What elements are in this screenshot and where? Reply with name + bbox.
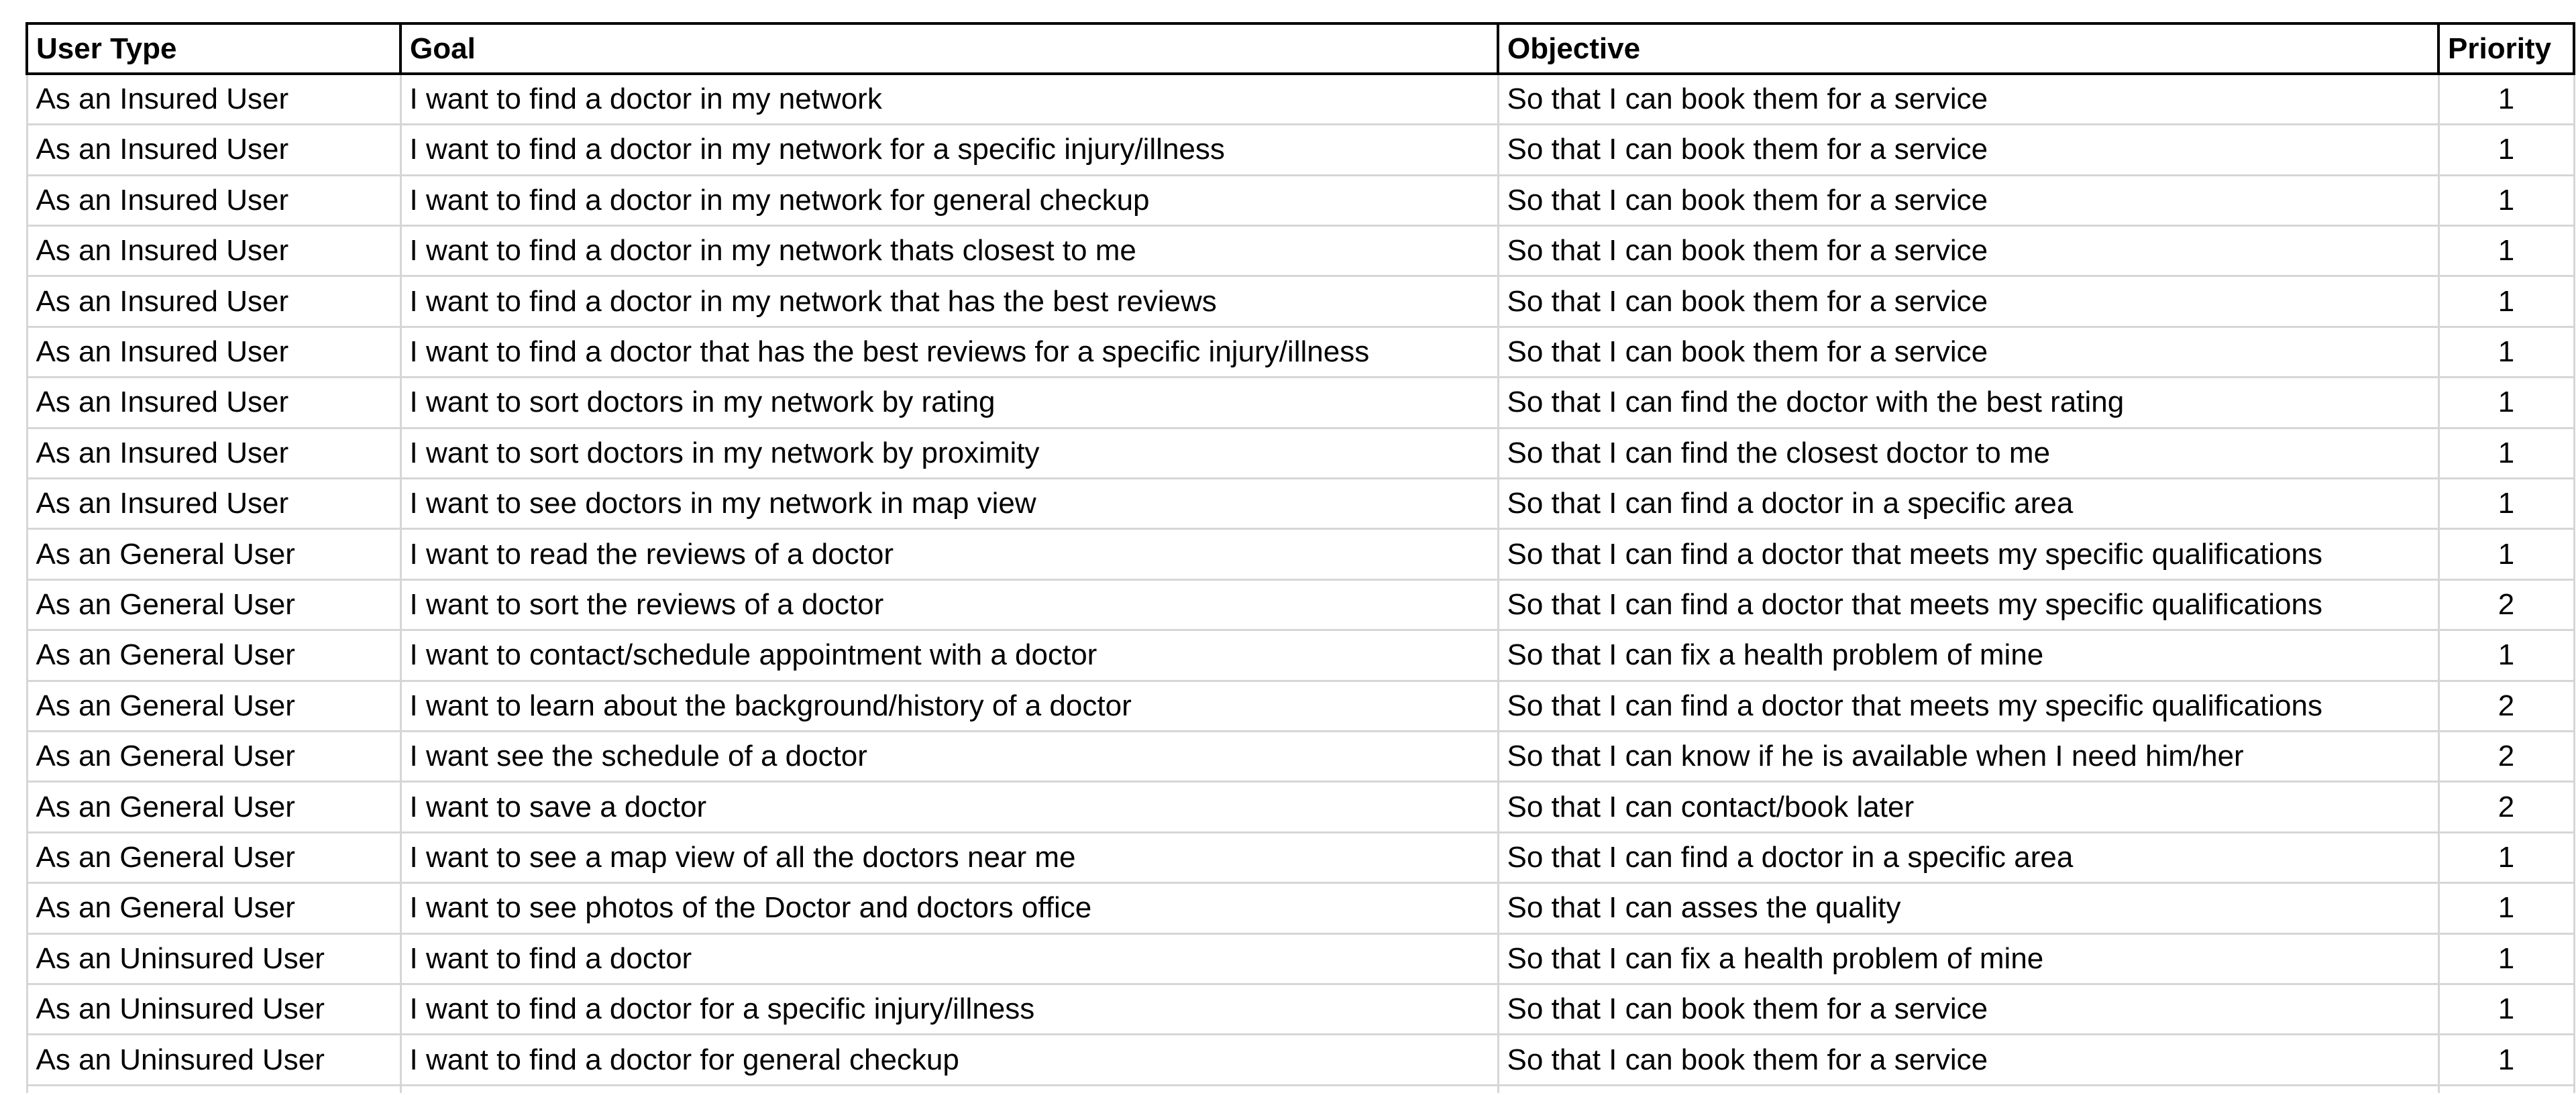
table-row bbox=[27, 529, 2574, 579]
cell-goal[interactable]: I want see the schedule of a doctor bbox=[400, 731, 1498, 781]
table-row bbox=[27, 276, 2574, 327]
column-header-objective: Objective bbox=[1498, 23, 2438, 74]
cell-user-type[interactable]: As an General User bbox=[27, 681, 400, 731]
cell-priority[interactable]: 2 bbox=[2438, 731, 2574, 781]
cell-goal[interactable]: I want to save a doctor bbox=[400, 782, 1498, 832]
table-row bbox=[27, 428, 2574, 478]
table-row bbox=[27, 933, 2574, 984]
cell-priority[interactable]: 1 bbox=[2438, 479, 2574, 529]
cell-empty[interactable] bbox=[27, 1085, 400, 1093]
cell-user-type[interactable]: As an General User bbox=[27, 630, 400, 681]
cell-priority[interactable]: 1 bbox=[2438, 428, 2574, 478]
cell-user-type[interactable]: As an Uninsured User bbox=[27, 1035, 400, 1085]
cell-priority[interactable]: 1 bbox=[2438, 883, 2574, 933]
cell-priority[interactable]: 1 bbox=[2438, 175, 2574, 225]
cell-priority[interactable]: 2 bbox=[2438, 579, 2574, 630]
cell-priority[interactable]: 2 bbox=[2438, 681, 2574, 731]
cell-objective[interactable]: So that I can find a doctor that meets my specific qualifications bbox=[1498, 579, 2438, 630]
table-row-partial bbox=[27, 1085, 2574, 1093]
cell-user-type[interactable]: As an Insured User bbox=[27, 74, 400, 124]
cell-priority[interactable]: 1 bbox=[2438, 933, 2574, 984]
cell-objective[interactable]: So that I can book them for a service bbox=[1498, 175, 2438, 225]
cell-goal[interactable]: I want to contact/schedule appointment with a doctor bbox=[400, 630, 1498, 681]
cell-objective[interactable]: So that I can find the doctor with the best rating bbox=[1498, 378, 2438, 428]
cell-objective[interactable]: So that I can asses the quality bbox=[1498, 883, 2438, 933]
cell-priority[interactable]: 1 bbox=[2438, 327, 2574, 377]
cell-goal[interactable]: I want to see a map view of all the doctors near me bbox=[400, 832, 1498, 882]
cell-goal[interactable]: I want to find a doctor in my network that has the best reviews bbox=[400, 276, 1498, 327]
cell-objective[interactable]: So that I can find the closest doctor to me bbox=[1498, 428, 2438, 478]
cell-empty[interactable] bbox=[400, 1085, 1498, 1093]
cell-objective[interactable]: So that I can book them for a service bbox=[1498, 1035, 2438, 1085]
user-stories-table bbox=[25, 22, 2575, 1093]
cell-priority[interactable]: 1 bbox=[2438, 984, 2574, 1034]
cell-goal[interactable]: I want to find a doctor in my network thats closest to me bbox=[400, 226, 1498, 276]
cell-priority[interactable]: 1 bbox=[2438, 276, 2574, 327]
cell-goal[interactable]: I want to find a doctor in my network bbox=[400, 74, 1498, 124]
cell-user-type[interactable]: As an Insured User bbox=[27, 479, 400, 529]
table-row bbox=[27, 327, 2574, 377]
cell-objective[interactable]: So that I can book them for a service bbox=[1498, 74, 2438, 124]
cell-priority[interactable]: 1 bbox=[2438, 630, 2574, 681]
cell-objective[interactable]: So that I can book them for a service bbox=[1498, 276, 2438, 327]
cell-priority[interactable]: 2 bbox=[2438, 782, 2574, 832]
cell-objective[interactable]: So that I can find a doctor that meets my specific qualifications bbox=[1498, 529, 2438, 579]
cell-goal[interactable]: I want to see doctors in my network in map view bbox=[400, 479, 1498, 529]
table-row bbox=[27, 731, 2574, 781]
table-row bbox=[27, 782, 2574, 832]
cell-user-type[interactable]: As an General User bbox=[27, 782, 400, 832]
cell-user-type[interactable]: As an Insured User bbox=[27, 327, 400, 377]
cell-goal[interactable]: I want to find a doctor for general checkup bbox=[400, 1035, 1498, 1085]
column-header-goal: Goal bbox=[400, 23, 1498, 74]
cell-objective[interactable]: So that I can book them for a service bbox=[1498, 327, 2438, 377]
table-row bbox=[27, 1035, 2574, 1085]
table-body bbox=[27, 74, 2574, 1093]
cell-goal[interactable]: I want to learn about the background/history of a doctor bbox=[400, 681, 1498, 731]
cell-goal[interactable]: I want to sort doctors in my network by proximity bbox=[400, 428, 1498, 478]
cell-user-type[interactable]: As an Insured User bbox=[27, 226, 400, 276]
cell-priority[interactable]: 1 bbox=[2438, 378, 2574, 428]
table-row bbox=[27, 630, 2574, 681]
cell-priority[interactable]: 1 bbox=[2438, 1035, 2574, 1085]
cell-priority[interactable]: 1 bbox=[2438, 226, 2574, 276]
column-header-user-type: User Type bbox=[27, 23, 400, 74]
cell-objective[interactable]: So that I can know if he is available when I need him/her bbox=[1498, 731, 2438, 781]
cell-goal[interactable]: I want to sort doctors in my network by rating bbox=[400, 378, 1498, 428]
cell-goal[interactable]: I want to sort the reviews of a doctor bbox=[400, 579, 1498, 630]
cell-user-type[interactable]: As an Insured User bbox=[27, 125, 400, 175]
cell-user-type[interactable]: As an General User bbox=[27, 731, 400, 781]
cell-user-type[interactable]: As an Insured User bbox=[27, 378, 400, 428]
cell-priority[interactable]: 1 bbox=[2438, 832, 2574, 882]
cell-goal[interactable]: I want to find a doctor in my network for general checkup bbox=[400, 175, 1498, 225]
table-row bbox=[27, 125, 2574, 175]
cell-goal[interactable]: I want to find a doctor that has the best reviews for a specific injury/illness bbox=[400, 327, 1498, 377]
header-row bbox=[27, 23, 2574, 74]
cell-goal[interactable]: I want to find a doctor for a specific injury/illness bbox=[400, 984, 1498, 1034]
table-row bbox=[27, 479, 2574, 529]
cell-user-type[interactable]: As an General User bbox=[27, 832, 400, 882]
table-row bbox=[27, 681, 2574, 731]
cell-priority[interactable]: 1 bbox=[2438, 125, 2574, 175]
column-header-priority: Priority bbox=[2438, 23, 2574, 74]
cell-objective[interactable]: So that I can fix a health problem of mine bbox=[1498, 630, 2438, 681]
cell-goal[interactable]: I want to see photos of the Doctor and doctors office bbox=[400, 883, 1498, 933]
cell-objective[interactable]: So that I can contact/book later bbox=[1498, 782, 2438, 832]
table-row bbox=[27, 74, 2574, 124]
cell-goal[interactable]: I want to read the reviews of a doctor bbox=[400, 529, 1498, 579]
table-header bbox=[27, 23, 2574, 74]
cell-priority[interactable]: 1 bbox=[2438, 74, 2574, 124]
cell-user-type[interactable]: As an General User bbox=[27, 579, 400, 630]
cell-user-type[interactable]: As an Uninsured User bbox=[27, 933, 400, 984]
cell-user-type[interactable]: As an Insured User bbox=[27, 276, 400, 327]
table-row bbox=[27, 226, 2574, 276]
table-row bbox=[27, 832, 2574, 882]
cell-objective[interactable]: So that I can book them for a service bbox=[1498, 226, 2438, 276]
cell-objective[interactable]: So that I can find a doctor in a specific area bbox=[1498, 479, 2438, 529]
cell-priority[interactable]: 1 bbox=[2438, 529, 2574, 579]
cell-user-type[interactable]: As an General User bbox=[27, 529, 400, 579]
cell-objective[interactable]: So that I can find a doctor in a specific area bbox=[1498, 832, 2438, 882]
cell-goal[interactable]: I want to find a doctor bbox=[400, 933, 1498, 984]
table-row bbox=[27, 378, 2574, 428]
cell-objective[interactable]: So that I can book them for a service bbox=[1498, 125, 2438, 175]
table-row bbox=[27, 883, 2574, 933]
cell-goal[interactable]: I want to find a doctor in my network for a specific injury/illness bbox=[400, 125, 1498, 175]
cell-empty[interactable] bbox=[1498, 1085, 2438, 1093]
cell-user-type[interactable]: As an Uninsured User bbox=[27, 984, 400, 1034]
cell-user-type[interactable]: As an Insured User bbox=[27, 428, 400, 478]
table-row bbox=[27, 175, 2574, 225]
cell-user-type[interactable]: As an General User bbox=[27, 883, 400, 933]
cell-objective[interactable]: So that I can find a doctor that meets my specific qualifications bbox=[1498, 681, 2438, 731]
table-row bbox=[27, 579, 2574, 630]
table-row bbox=[27, 984, 2574, 1034]
cell-objective[interactable]: So that I can fix a health problem of mine bbox=[1498, 933, 2438, 984]
cell-empty[interactable] bbox=[2438, 1085, 2574, 1093]
cell-user-type[interactable]: As an Insured User bbox=[27, 175, 400, 225]
cell-objective[interactable]: So that I can book them for a service bbox=[1498, 984, 2438, 1034]
